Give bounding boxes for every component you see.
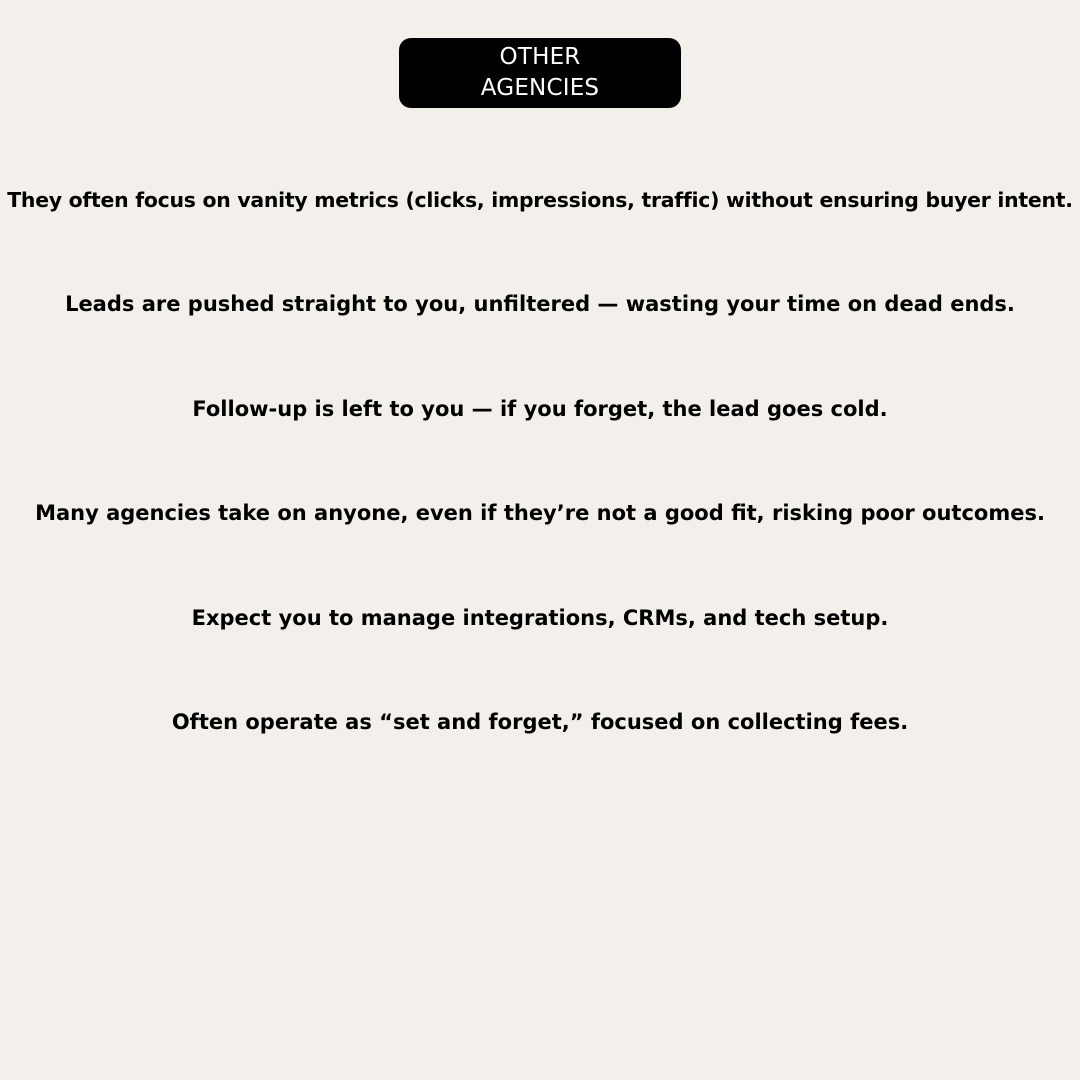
statement-tech-setup: Expect you to manage integrations, CRMs, and tech setup.	[191, 606, 889, 630]
statement-poor-fit: Many agencies take on anyone, even if they’re not a good fit, risking poor outcomes.	[35, 501, 1045, 525]
statement-unfiltered-leads: Leads are pushed straight to you, unfiltered — wasting your time on dead ends.	[65, 292, 1015, 316]
other-agencies-badge	[399, 38, 681, 108]
statement-set-and-forget: Often operate as “set and forget,” focused on collecting fees.	[171, 710, 909, 734]
statement-vanity-metrics: They often focus on vanity metrics (clicks, impressions, traffic) without ensuring buyer intent.	[7, 188, 1073, 212]
statement-follow-up: Follow-up is left to you — if you forget, the lead goes cold.	[192, 397, 888, 421]
badge-title-line-1: OTHER	[499, 44, 581, 70]
badge-title-line-2: AGENCIES	[480, 75, 600, 101]
